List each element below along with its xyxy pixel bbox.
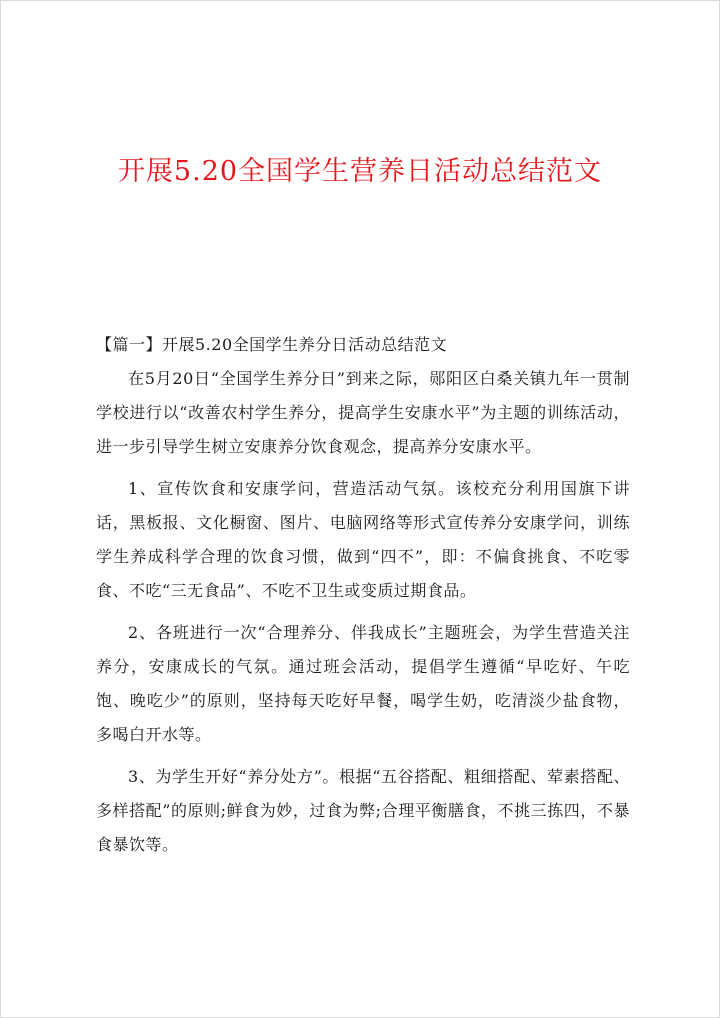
paragraph-item-1: 1、宣传饮食和安康学问，营造活动气氛。该校充分利用国旗下讲话，黑板报、文化橱窗、图片、电脑网络等形式宣传养分安康学问，训练学生养成科学合理的饮食习惯，做到“四不”，即：不偏食挑食、不吃零食、不吃“三无食品”、不吃不卫生或变质过期食品。 bbox=[96, 479, 630, 600]
paragraph-item-2: 2、各班进行一次“合理养分、伴我成长”主题班会，为学生营造关注养分，安康成长的气氛。通过班会活动，提倡学生遵循“早吃好、午吃饱、晚吃少”的原则，坚持每天吃好早餐，喝学生奶，吃清淡少盐食物，多喝白开水等。 bbox=[96, 623, 630, 744]
document-title: 开展5.20全国学生营养日活动总结范文 bbox=[117, 156, 603, 187]
document-body bbox=[96, 328, 630, 870]
section-heading: 【篇一】开展5.20全国学生养分日活动总结范文 bbox=[96, 335, 448, 354]
paragraph-intro: 在5月20日“全国学生养分日”到来之际，郧阳区白桑关镇九年一贯制学校进行以“改善农村学生养分，提高学生安康水平”为主题的训练活动，进一步引导学生树立安康养分饮食观念，提高养分安康水平。 bbox=[96, 369, 630, 456]
paragraph-item-3: 3、为学生开好“养分处方”。根据“五谷搭配、粗细搭配、荤素搭配、多样搭配”的原则;鲜食为妙，过食为弊;合理平衡膳食，不挑三拣四，不暴食暴饮等。 bbox=[96, 767, 630, 854]
